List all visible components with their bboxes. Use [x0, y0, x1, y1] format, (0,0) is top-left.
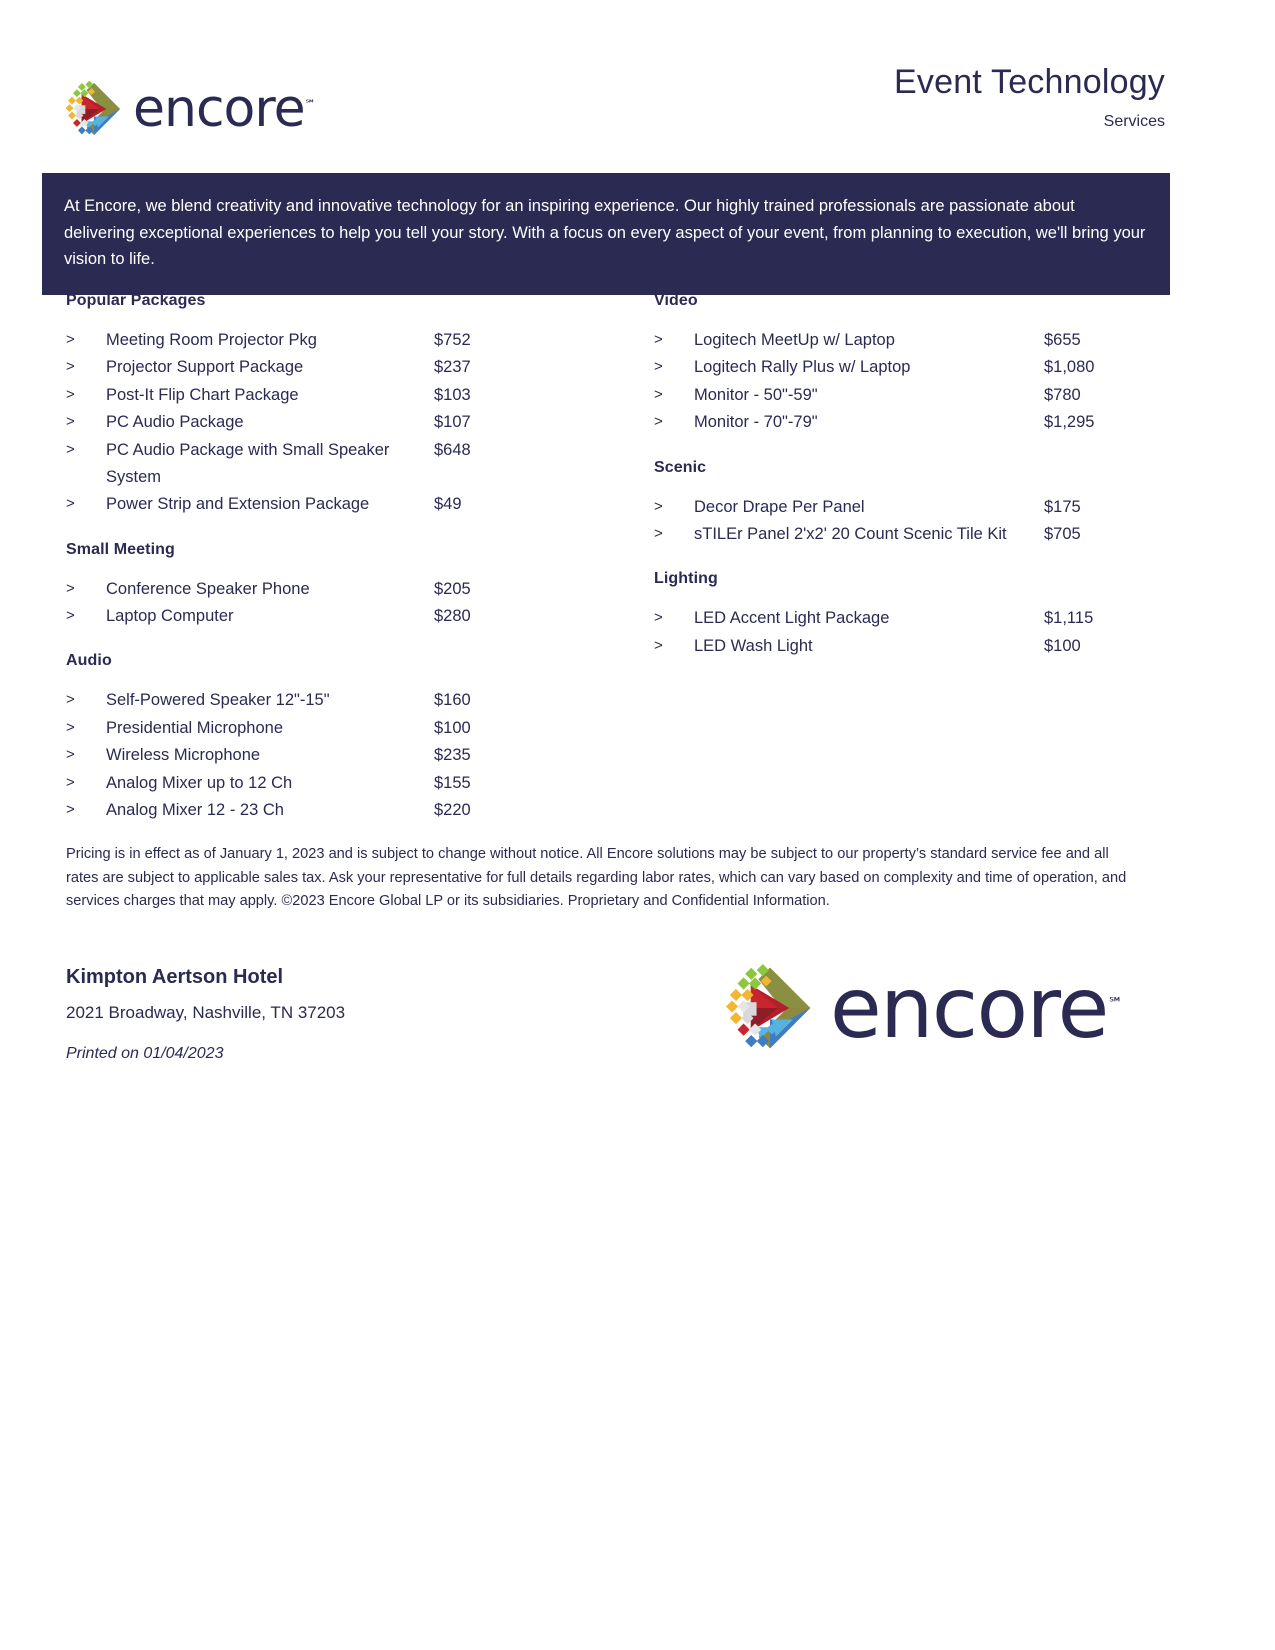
encore-logo-header: [63, 78, 316, 140]
service-item-name: Logitech Rally Plus w/ Laptop: [694, 358, 911, 377]
service-item-price: $705: [1044, 524, 1081, 543]
service-item-price: $237: [434, 358, 471, 377]
service-item-name: Logitech MeetUp w/ Laptop: [694, 331, 895, 349]
chevron-right-icon: >: [66, 718, 75, 736]
service-item-row: [66, 797, 536, 824]
service-item-price: $280: [434, 607, 471, 625]
service-item-row: [654, 409, 1134, 436]
service-item-row: [66, 491, 536, 518]
chevron-right-icon: >: [654, 609, 663, 627]
service-item-name: Post-It Flip Chart Package: [106, 385, 299, 404]
chevron-right-icon: >: [66, 607, 75, 624]
chevron-right-icon: >: [654, 497, 663, 515]
left-column: [66, 292, 536, 824]
service-item-name: Presidential Microphone: [106, 718, 284, 737]
section-title: Video: [654, 292, 698, 309]
page-subtitle: Services: [1103, 113, 1165, 130]
service-item-row: [66, 687, 536, 714]
chevron-right-icon: >: [654, 636, 663, 654]
venue-name: Kimpton Aertson Hotel: [66, 966, 284, 988]
trademark-symbol: ℠: [1107, 994, 1124, 1012]
service-item-name: LED Accent Light Package: [694, 609, 890, 628]
chevron-right-icon: >: [66, 495, 75, 513]
document-footer: [0, 955, 1275, 1095]
chevron-right-icon: >: [66, 358, 75, 376]
chevron-right-icon: >: [66, 331, 75, 348]
service-item-name: Monitor - 70"-79": [694, 413, 818, 432]
service-item-row: [654, 327, 1134, 354]
service-item-price: $220: [434, 800, 471, 819]
service-section: [654, 292, 1134, 437]
service-item-row: [654, 521, 1134, 548]
service-item-price: $1,115: [1044, 609, 1094, 628]
chevron-right-icon: >: [66, 385, 75, 403]
chevron-right-icon: >: [654, 524, 663, 542]
service-item-price: $648: [434, 440, 471, 459]
service-item-row: [654, 354, 1134, 381]
printed-on-date: Printed on 01/04/2023: [66, 1045, 224, 1062]
chevron-right-icon: >: [654, 385, 663, 403]
service-item-name: LED Wash Light: [694, 636, 813, 655]
service-item-price: $205: [434, 579, 471, 598]
service-item-price: $752: [434, 331, 471, 349]
section-title: Small Meeting: [66, 540, 175, 558]
service-item-name: Monitor - 50"-59": [694, 385, 818, 404]
service-section: [654, 459, 1134, 549]
trademark-symbol: ℠: [304, 97, 316, 111]
service-item-row: [66, 770, 536, 797]
service-item-row: [66, 354, 536, 381]
section-title: Audio: [66, 652, 112, 670]
encore-diamond-logo-icon: [63, 78, 125, 140]
service-item-row: [654, 382, 1134, 409]
service-item-name: PC Audio Package with Small Speaker System: [106, 440, 390, 486]
chevron-right-icon: >: [654, 331, 663, 348]
service-item-row: [66, 327, 536, 354]
service-item-price: $100: [434, 718, 471, 737]
service-section: [66, 292, 536, 519]
service-item-price: $1,080: [1044, 358, 1095, 377]
encore-logo-footer: [722, 960, 1123, 1056]
document-header: [0, 0, 1275, 160]
service-item-row: [66, 437, 536, 492]
service-item-list: [654, 494, 1134, 549]
service-item-row: [654, 605, 1134, 632]
right-column: [654, 292, 1134, 660]
service-item-row: [66, 603, 536, 630]
intro-banner-text: At Encore, we blend creativity and innovative technology for an inspiring experience. Our highly trained professionals are passionate about delivering exceptional experiences to help you tell your story. With a focus on every aspect of your event, from planning to execution, we'll bring your vision to life.: [64, 197, 1146, 269]
service-item-name: Decor Drape Per Panel: [694, 497, 865, 516]
service-item-price: $100: [1044, 636, 1081, 655]
page-title: Event Technology: [894, 63, 1165, 101]
encore-wordmark-text: encore: [830, 959, 1108, 1057]
service-item-price: $49: [434, 495, 462, 514]
service-item-name: Wireless Microphone: [106, 746, 261, 765]
service-item-list: [66, 687, 536, 824]
service-item-row: [66, 715, 536, 742]
service-item-row: [66, 409, 536, 436]
encore-wordmark: [830, 959, 1124, 1057]
service-item-price: $107: [434, 413, 471, 432]
service-item-name: Meeting Room Projector Pkg: [106, 331, 317, 349]
service-item-row: [654, 633, 1134, 660]
encore-wordmark-text: encore: [133, 79, 305, 139]
service-item-price: $1,295: [1044, 413, 1095, 432]
service-item-name: Power Strip and Extension Package: [106, 495, 370, 514]
encore-wordmark: [133, 79, 316, 139]
service-item-price: $780: [1044, 385, 1081, 404]
chevron-right-icon: >: [66, 691, 75, 709]
service-section: [66, 541, 536, 631]
chevron-right-icon: >: [66, 773, 75, 791]
service-item-name: Analog Mixer 12 - 23 Ch: [106, 800, 284, 819]
venue-address: 2021 Broadway, Nashville, TN 37203: [66, 1003, 346, 1022]
service-item-name: sTILEr Panel 2'x2' 20 Count Scenic Tile Kit: [694, 524, 1007, 543]
chevron-right-icon: >: [66, 800, 75, 818]
service-item-list: [66, 327, 536, 519]
chevron-right-icon: >: [654, 358, 663, 376]
service-item-row: [66, 576, 536, 603]
service-item-price: $655: [1044, 331, 1081, 349]
service-item-list: [66, 576, 536, 631]
chevron-right-icon: >: [66, 440, 75, 458]
service-section: [654, 570, 1134, 660]
section-title: Lighting: [654, 570, 718, 588]
service-item-price: $103: [434, 385, 471, 404]
service-section: [66, 652, 536, 824]
chevron-right-icon: >: [66, 746, 75, 764]
service-item-list: [654, 605, 1134, 660]
service-item-list: [654, 327, 1134, 437]
chevron-right-icon: >: [66, 579, 75, 597]
service-item-price: $235: [434, 746, 471, 765]
section-title: Popular Packages: [66, 292, 206, 309]
intro-banner: [42, 173, 1170, 295]
service-item-name: Self-Powered Speaker 12"-15": [106, 691, 330, 710]
chevron-right-icon: >: [66, 413, 75, 431]
chevron-right-icon: >: [654, 413, 663, 431]
service-item-name: Analog Mixer up to 12 Ch: [106, 773, 293, 792]
encore-diamond-logo-icon: [722, 960, 818, 1056]
service-item-row: [654, 494, 1134, 521]
section-title: Scenic: [654, 458, 707, 476]
service-item-row: [66, 742, 536, 769]
pricing-disclaimer: Pricing is in effect as of January 1, 2023 and is subject to change without notice. All Encore solutions may be subject to our property’s standard service fee and all rates are subject to applicable sales tax. Ask your representative for full details regarding labor rates, which can vary based on complexity and time of operation, and services charges that may apply. ©2023 Encore Global LP or its subsidiaries. Proprietary and Confidential Information.: [66, 846, 1127, 910]
service-item-name: Conference Speaker Phone: [106, 579, 310, 598]
service-item-name: PC Audio Package: [106, 413, 244, 432]
service-item-price: $155: [434, 773, 471, 792]
service-item-price: $160: [434, 691, 471, 710]
service-item-name: Laptop Computer: [106, 607, 234, 625]
service-item-price: $175: [1044, 497, 1081, 516]
service-item-name: Projector Support Package: [106, 358, 304, 377]
service-item-row: [66, 382, 536, 409]
